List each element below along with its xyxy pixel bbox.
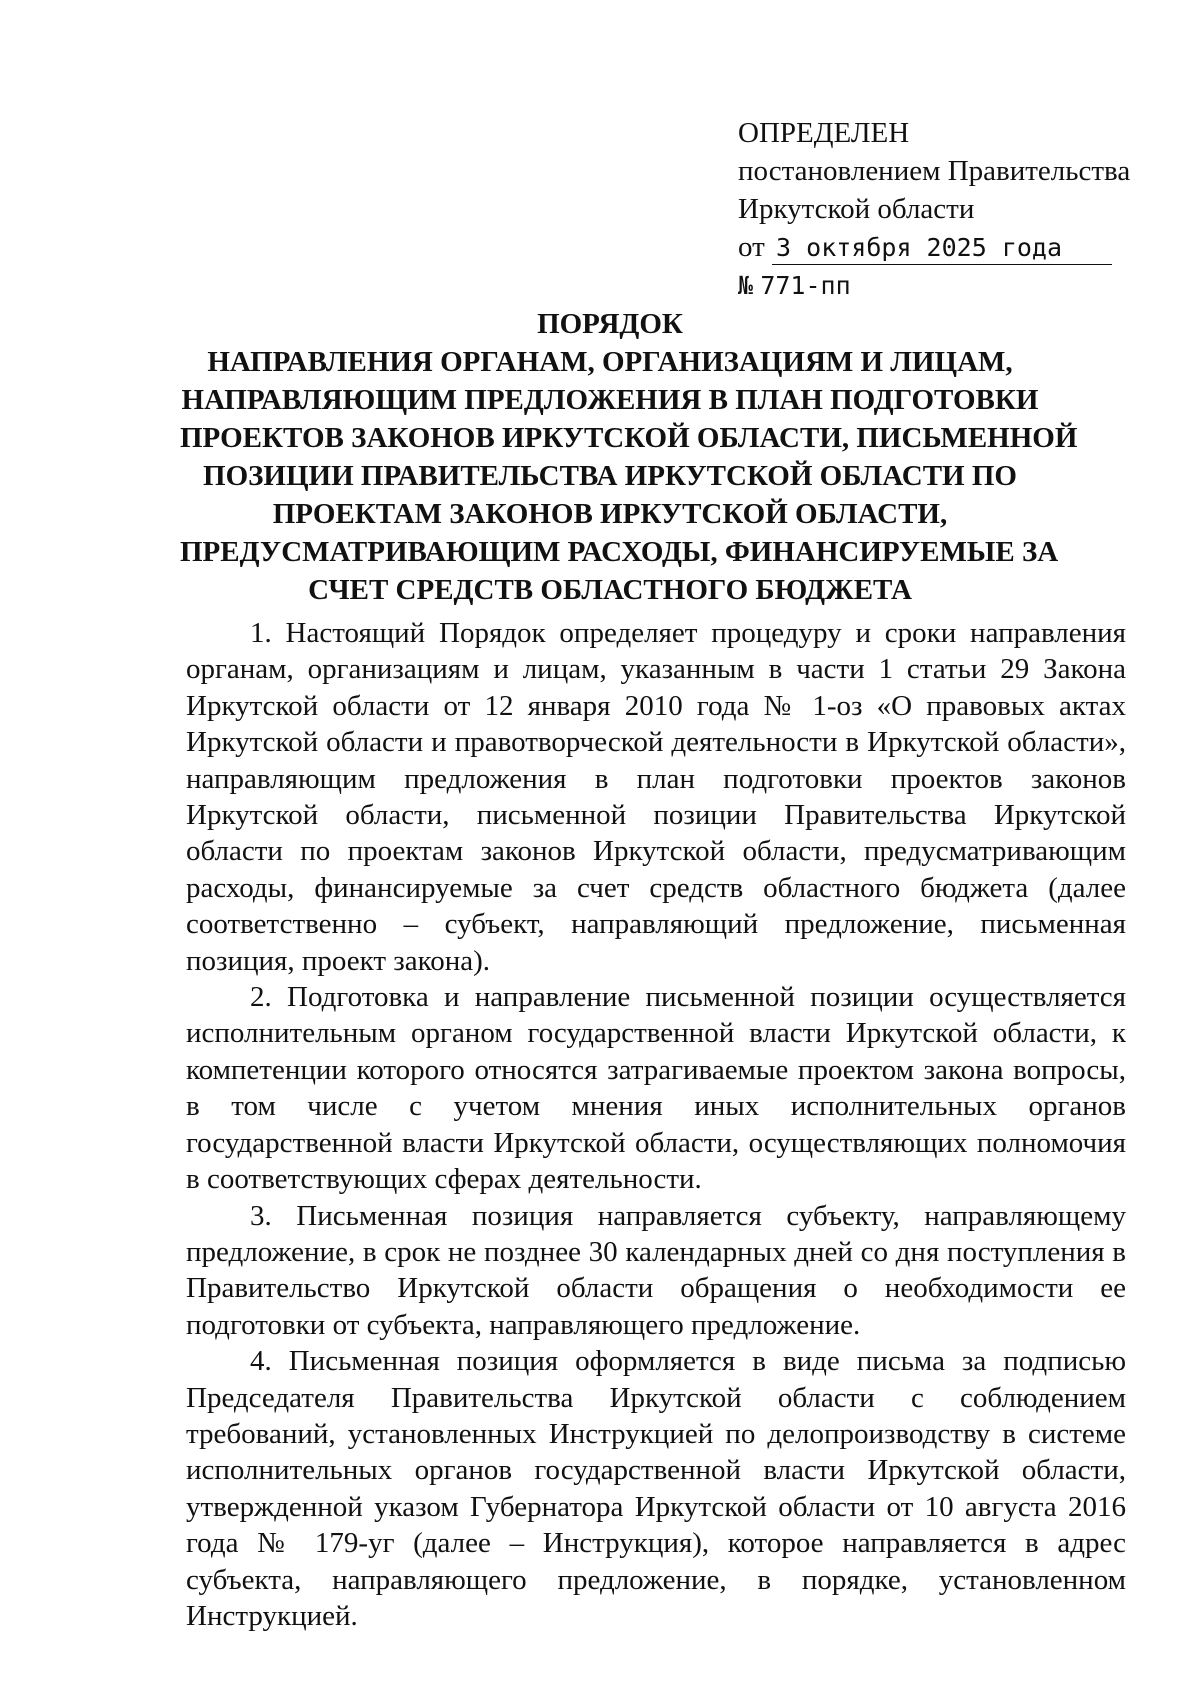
title-line: ПОЗИЦИИ ПРАВИТЕЛЬСТВА ИРКУТСКОЙ ОБЛАСТИ ПО [203,460,1017,492]
title-line: ПРОЕКТАМ ЗАКОНОВ ИРКУТСКОЙ ОБЛАСТИ, [272,498,948,530]
approval-by-line-1: постановлением Правительства [738,155,1131,187]
paragraph-2: 2. Подготовка и направление письменной позиции осуществляется исполнительным органом государственной власти Иркутской области, к компетенции которого относятся затрагиваемые проектом закона вопросы, в том числе с учетом мнения иных исполнительных органов государственной власти Иркутской области, осуществляющих полномочия в соответствующих сферах деятельности. [186,981,1126,1196]
approval-number: 771-пп [760,271,851,300]
approval-date-prefix: от [738,231,765,263]
paragraph-1: 1. Настоящий Порядок определяет процедуру и сроки направления органам, организациям и лицам, указанным в части 1 статьи 29 Закона Иркутской области от 12 января 2010 года № 1-оз «О правовых актах Иркутской области и правотворческой деятельности в Иркутской области», направляющим предложения в план подготовки проектов законов Иркутской области, письменной позиции Правительства Иркутской области по проектам законов Иркутской области, предусматривающим расходы, финансируемые за счет средств областного бюджета (далее соответственно – субъект, направляющий предложение, письменная позиция, проект закона). [186,617,1126,977]
approval-date-line [738,228,1158,266]
title-line: ПРОЕКТОВ ЗАКОНОВ ИРКУТСКОЙ ОБЛАСТИ, ПИСЬМЕННОЙ [180,422,1078,454]
paragraph-3: 3. Письменная позиция направляется субъекту, направляющему предложение, в срок не позднее 30 календарных дней со дня поступления в Правительство Иркутской области обращения о необходимости ее подготовки от субъекта, направляющего предложение. [186,1199,1126,1341]
document-title [180,305,1078,609]
title-heading: ПОРЯДОК [537,308,683,340]
approval-date: 3 октября 2025 года [776,233,1063,262]
approval-by-line-2: Иркутской области [738,193,975,225]
title-line: НАПРАВЛЯЮЩИМ ПРЕДЛОЖЕНИЯ В ПЛАН ПОДГОТОВКИ [181,384,1039,416]
approval-number-line [738,266,1158,305]
title-line: СЧЕТ СРЕДСТВ ОБЛАСТНОГО БЮДЖЕТА [308,574,912,606]
document-body [186,615,1126,1634]
title-line: НАПРАВЛЕНИЯ ОРГАНАМ, ОРГАНИЗАЦИЯМ И ЛИЦАМ, [207,346,1013,378]
approval-number-sign: № [738,271,754,300]
approval-block [738,114,1158,305]
approval-date-underline [772,231,1112,265]
approval-status: ОПРЕДЕЛЕН [738,117,910,149]
title-line: ПРЕДУСМАТРИВАЮЩИМ РАСХОДЫ, ФИНАНСИРУЕМЫЕ ЗА [180,536,1059,568]
paragraph-4: 4. Письменная позиция оформляется в виде письма за подписью Председателя Правительства Иркутской области с соблюдением требований, установленных Инструкцией по делопроизводству в системе исполнительных органов государственной власти Иркутской области, утвержденной указом Губернатора Иркутской области от 10 августа 2016 года № 179-уг (далее – Инструкция), которое направляется в адрес субъекта, направляющего предложение, в порядке, установленном Инструкцией. [186,1345,1126,1632]
